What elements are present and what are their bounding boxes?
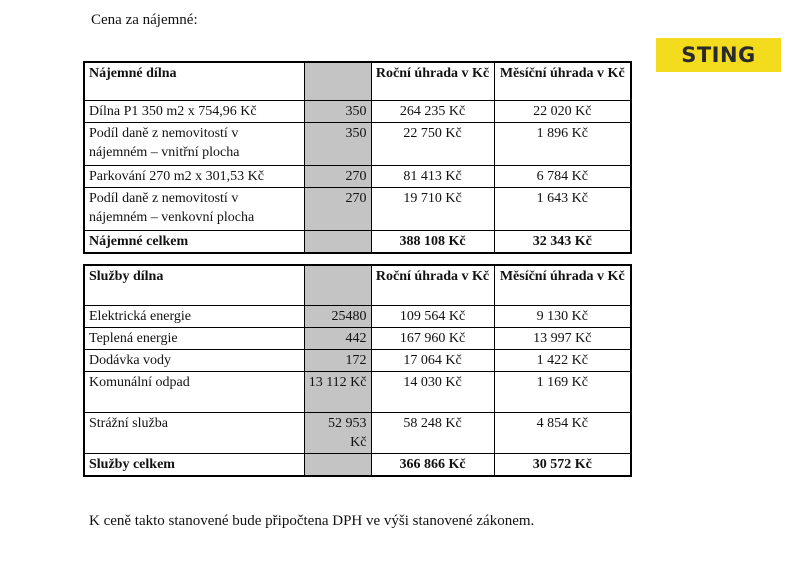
total-label: Služby celkem xyxy=(84,453,304,476)
row-monthly: 9 130 Kč xyxy=(494,305,631,327)
rent-header-monthly: Měsíční úhrada v Kč xyxy=(494,62,631,100)
row-annual: 17 064 Kč xyxy=(371,349,494,371)
services-table xyxy=(83,264,632,477)
table-row xyxy=(84,122,631,165)
table-total-row xyxy=(84,453,631,476)
table-row xyxy=(84,187,631,230)
total-annual: 366 866 Kč xyxy=(371,453,494,476)
row-qty: 270 xyxy=(304,165,371,187)
table-row xyxy=(84,371,631,412)
row-label: Komunální odpad xyxy=(84,371,304,412)
row-label: Podíl daně z nemovitostí v nájemném – vnitřní plocha xyxy=(84,122,304,165)
table-header-row xyxy=(84,265,631,305)
row-label: Strážní služba xyxy=(84,412,304,453)
row-annual: 109 564 Kč xyxy=(371,305,494,327)
row-qty: 13 112 Kč xyxy=(304,371,371,412)
row-annual: 58 248 Kč xyxy=(371,412,494,453)
services-header-qty xyxy=(304,265,371,305)
row-label: Elektrická energie xyxy=(84,305,304,327)
vat-note: K ceně takto stanovené bude připočtena DPH ve výši stanovené zákonem. xyxy=(89,513,535,529)
row-annual: 264 235 Kč xyxy=(371,100,494,122)
total-monthly: 30 572 Kč xyxy=(494,453,631,476)
table-row xyxy=(84,165,631,187)
row-monthly: 1 643 Kč xyxy=(494,187,631,230)
table-header-row xyxy=(84,62,631,100)
row-annual: 167 960 Kč xyxy=(371,327,494,349)
row-qty: 350 xyxy=(304,122,371,165)
table-row xyxy=(84,100,631,122)
row-qty: 172 xyxy=(304,349,371,371)
row-label: Podíl daně z nemovitostí v nájemném – venkovní plocha xyxy=(84,187,304,230)
row-label: Dodávka vody xyxy=(84,349,304,371)
services-header-monthly: Měsíční úhrada v Kč xyxy=(494,265,631,305)
table-row xyxy=(84,305,631,327)
row-monthly: 1 169 Kč xyxy=(494,371,631,412)
rent-header-label: Nájemné dílna xyxy=(84,62,304,100)
row-annual: 14 030 Kč xyxy=(371,371,494,412)
row-monthly: 22 020 Kč xyxy=(494,100,631,122)
total-qty xyxy=(304,453,371,476)
row-monthly: 1 896 Kč xyxy=(494,122,631,165)
row-annual: 22 750 Kč xyxy=(371,122,494,165)
row-label: Teplená energie xyxy=(84,327,304,349)
row-qty: 442 xyxy=(304,327,371,349)
rent-header-qty xyxy=(304,62,371,100)
row-monthly: 6 784 Kč xyxy=(494,165,631,187)
table-row xyxy=(84,412,631,453)
table-row xyxy=(84,349,631,371)
row-label: Parkování 270 m2 x 301,53 Kč xyxy=(84,165,304,187)
row-monthly: 4 854 Kč xyxy=(494,412,631,453)
total-label: Nájemné celkem xyxy=(84,230,304,253)
total-monthly: 32 343 Kč xyxy=(494,230,631,253)
row-qty: 25480 xyxy=(304,305,371,327)
row-qty: 350 xyxy=(304,100,371,122)
row-monthly: 13 997 Kč xyxy=(494,327,631,349)
services-header-annual: Roční úhrada v Kč xyxy=(371,265,494,305)
total-qty xyxy=(304,230,371,253)
row-qty: 270 xyxy=(304,187,371,230)
row-annual: 81 413 Kč xyxy=(371,165,494,187)
total-annual: 388 108 Kč xyxy=(371,230,494,253)
rent-table xyxy=(83,61,632,254)
row-monthly: 1 422 Kč xyxy=(494,349,631,371)
row-label: Dílna P1 350 m2 x 754,96 Kč xyxy=(84,100,304,122)
sting-logo: STING xyxy=(656,38,781,72)
table-total-row xyxy=(84,230,631,253)
services-header-label: Služby dílna xyxy=(84,265,304,305)
table-row xyxy=(84,327,631,349)
rent-header-annual: Roční úhrada v Kč xyxy=(371,62,494,100)
page-heading: Cena za nájemné: xyxy=(91,12,198,28)
row-qty: 52 953 Kč xyxy=(304,412,371,453)
row-annual: 19 710 Kč xyxy=(371,187,494,230)
